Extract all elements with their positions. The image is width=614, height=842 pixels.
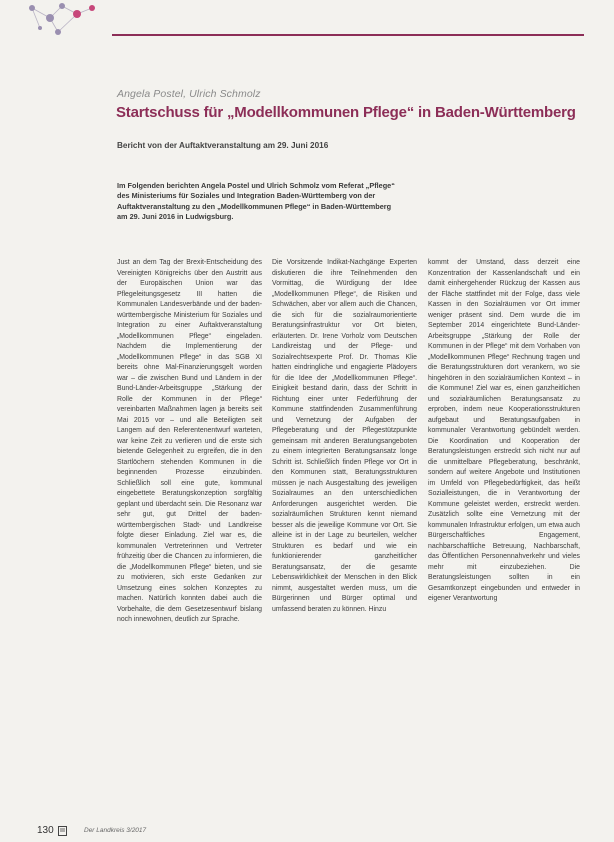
article-subtitle: Bericht von der Auftaktveranstaltung am 29. Juni 2016 bbox=[117, 141, 329, 150]
page-number: 130 bbox=[37, 825, 54, 836]
header-rule bbox=[112, 34, 584, 36]
journal-name: Der Landkreis 3/2017 bbox=[84, 827, 147, 834]
body-column-3: kommt der Umstand, dass derzeit eine Konzentration der Kassenlandschaft und ein damit einhergehender Rückzug der Kassen aus der Fläche stattfindet mit der Folge, dass viele Kassen in den Sozialräumen vor Ort immer weniger präsent sind. Dem wurde die im September 2014 eingerichtete Bund-Länder-Arbeitsgruppe „Stärkung der Rolle der Kommunen in der Pflege“ mit dem Vorhaben von „Modellkommunen Pflege“ Rechnung tragen und die Beratungsstrukturen dort verankern, wo sie hingehören in den sozialräumlichen Kontext – in die Kommune! Ziel war es, einen ganzheitlichen und sozialräumlichen Beratungsansatz zu erproben, indem neue Kooperationsstrukturen aufgebaut und Beratungsaufgaben in kommunaler Verantwortung gebündelt werden. Die Koordination und Kooperation der Beratungsleistungen erstreckt sich nicht nur auf die unmittelbare Pflegeberatung, beschränkt, sondern auf weitere Angebote und Institutionen im Umfeld von Pflegebedürftigkeit, das heißt Sozialleistungen, die in Verantwortung der Kommune geleistet werden, erstreckt werden. Zusätzlich sollte eine Vernetzung mit der kommunalen Infrastruktur erfolgen, um etwa auch Bürgerschaftliches Engagement, nachbarschaftliche Betreuung, Nachbarschaft, das Öffentlichen Personennahverkehr und vieles mehr mit einzubeziehen. Die Beratungsleistungen sollten in ein Gesamtkonzept eingebunden und entweder in eigener Verantwortung bbox=[428, 259, 580, 602]
article-title: Startschuss für „Modellkommunen Pflege“ in Baden-Württemberg bbox=[116, 104, 576, 121]
intro-paragraph: Im Folgenden berichten Angela Postel und Ulrich Schmolz vom Referat „Pflege“ des Ministeriums für Soziales und Integration Baden-Württemberg von der Auftaktveranstaltung zu den „Modellkommunen Pflege“ in Baden-Württemberg am 29. Juni 2016 in Ludwigsburg. bbox=[117, 181, 395, 222]
article-authors: Angela Postel, Ulrich Schmolz bbox=[117, 88, 261, 100]
book-icon bbox=[58, 826, 67, 836]
body-column-1: Just an dem Tag der Brexit-Entscheidung des Vereinigten Königreichs über den Austritt aus der Europäischen Union war das Pflegeleitungsgesetz III hatten die Kommunalen Landesverbände und der baden-württembergische Ministerium für Soziales und Integration zu einer Auftaktveranstaltung „Modellkommunen Pflege“ eingeladen. Nachdem die Implementierung der „Modellkommunen Pflege“ in das SGB XI bereits ohne Mal-Finanzierungsgelt worden war – die zwischen Bund und Ländern in der Bund-Länder-Arbeitsgruppe „Stärkung der Rolle der Kommunen in der Pflege“ vereinbarten Maßnahmen lagen ja bereits seit Mai 2015 vor – und alle Beteiligten seit Langem auf den Referentenentwurf warteten, war keine Zeit zu verlieren und die erste sich bietende Gelegenheit zu ergreifen, die in den Startlöchern stehenden Kommunen in die beginnenden Prozesse einzubinden. Schließlich soll eine gute, kommunal eingebettete Beratungskonzeption sorgfältig geplant und überdacht sein. Die Resonanz war sehr gut, gut Drittel der baden-württembergischen Stadt- und Landkreise folgte dieser Einladung. Ziel war es, die kommunalen Vertreterinnen und Vertreter frühzeitig über die Chancen zu informieren, die die „Modellkommunen Pflege“ bieten, und sie zu motivieren, sich erste Gedanken zur Umsetzung eines solchen Konzeptes zu machen. Natürlich konnten dabei auch die Vorbehalte, die dem Gesetzesentwurf bislang noch innewohnen, deutlich zur Sprache. bbox=[117, 259, 262, 623]
body-column-2: Die Vorsitzende Indikat-Nachgänge Experten diskutieren die ihre Teilnehmenden den Vormittag, die Würdigung der Idee „Modellkommunen Pflege“, die Risiken und Schwächen, aber vor allem auch die Chancen, die sich für die sozialraumorientierte Beratungsinfrastruktur vor Ort bieten, erläuterten. Dr. Irene Vorholz vom Deutschen Landkreistag und der Pflege- und Sozialrechtsexperte Prof. Dr. Thomas Klie hatten eindringliche und engagierte Plädoyers für die Idee der „Modellkommunen Pflege“. Einigkeit bestand darin, dass der Schritt in Richtung einer unter Federführung der Kommune stattfindenden Zusammenführung und Vernetzung der Aufgaben der Pflegeberatung und der Pflegestützpunkte gemeinsam mit anderen Beratungsangeboten zu einem integrierten Beratungsansatz longe Schritt ist. Schließlich finden Pflege vor Ort in den Kommunen statt, Beratungsstrukturen müssen je nach Ausgestaltung des jeweiligen Sozialraumes an den unterschiedlichen Anforderungen ausgerichtet werden. Die sozialräumlichen Strukturen kennt niemand besser als die jeweilige Kommune vor Ort. Sie alleine ist in der Lage zu beurteilen, welcher Strukturen es bedarf und wie ein funktionierender ganzheitlicher Beratungsansatz, der die gesamte Lebenswirklichkeit der Menschen in den Blick nimmt, ausgestaltet werden muss, um die Bürgerinnen und Bürger optimal und umfassend beraten zu können. Hinzu bbox=[272, 259, 417, 613]
